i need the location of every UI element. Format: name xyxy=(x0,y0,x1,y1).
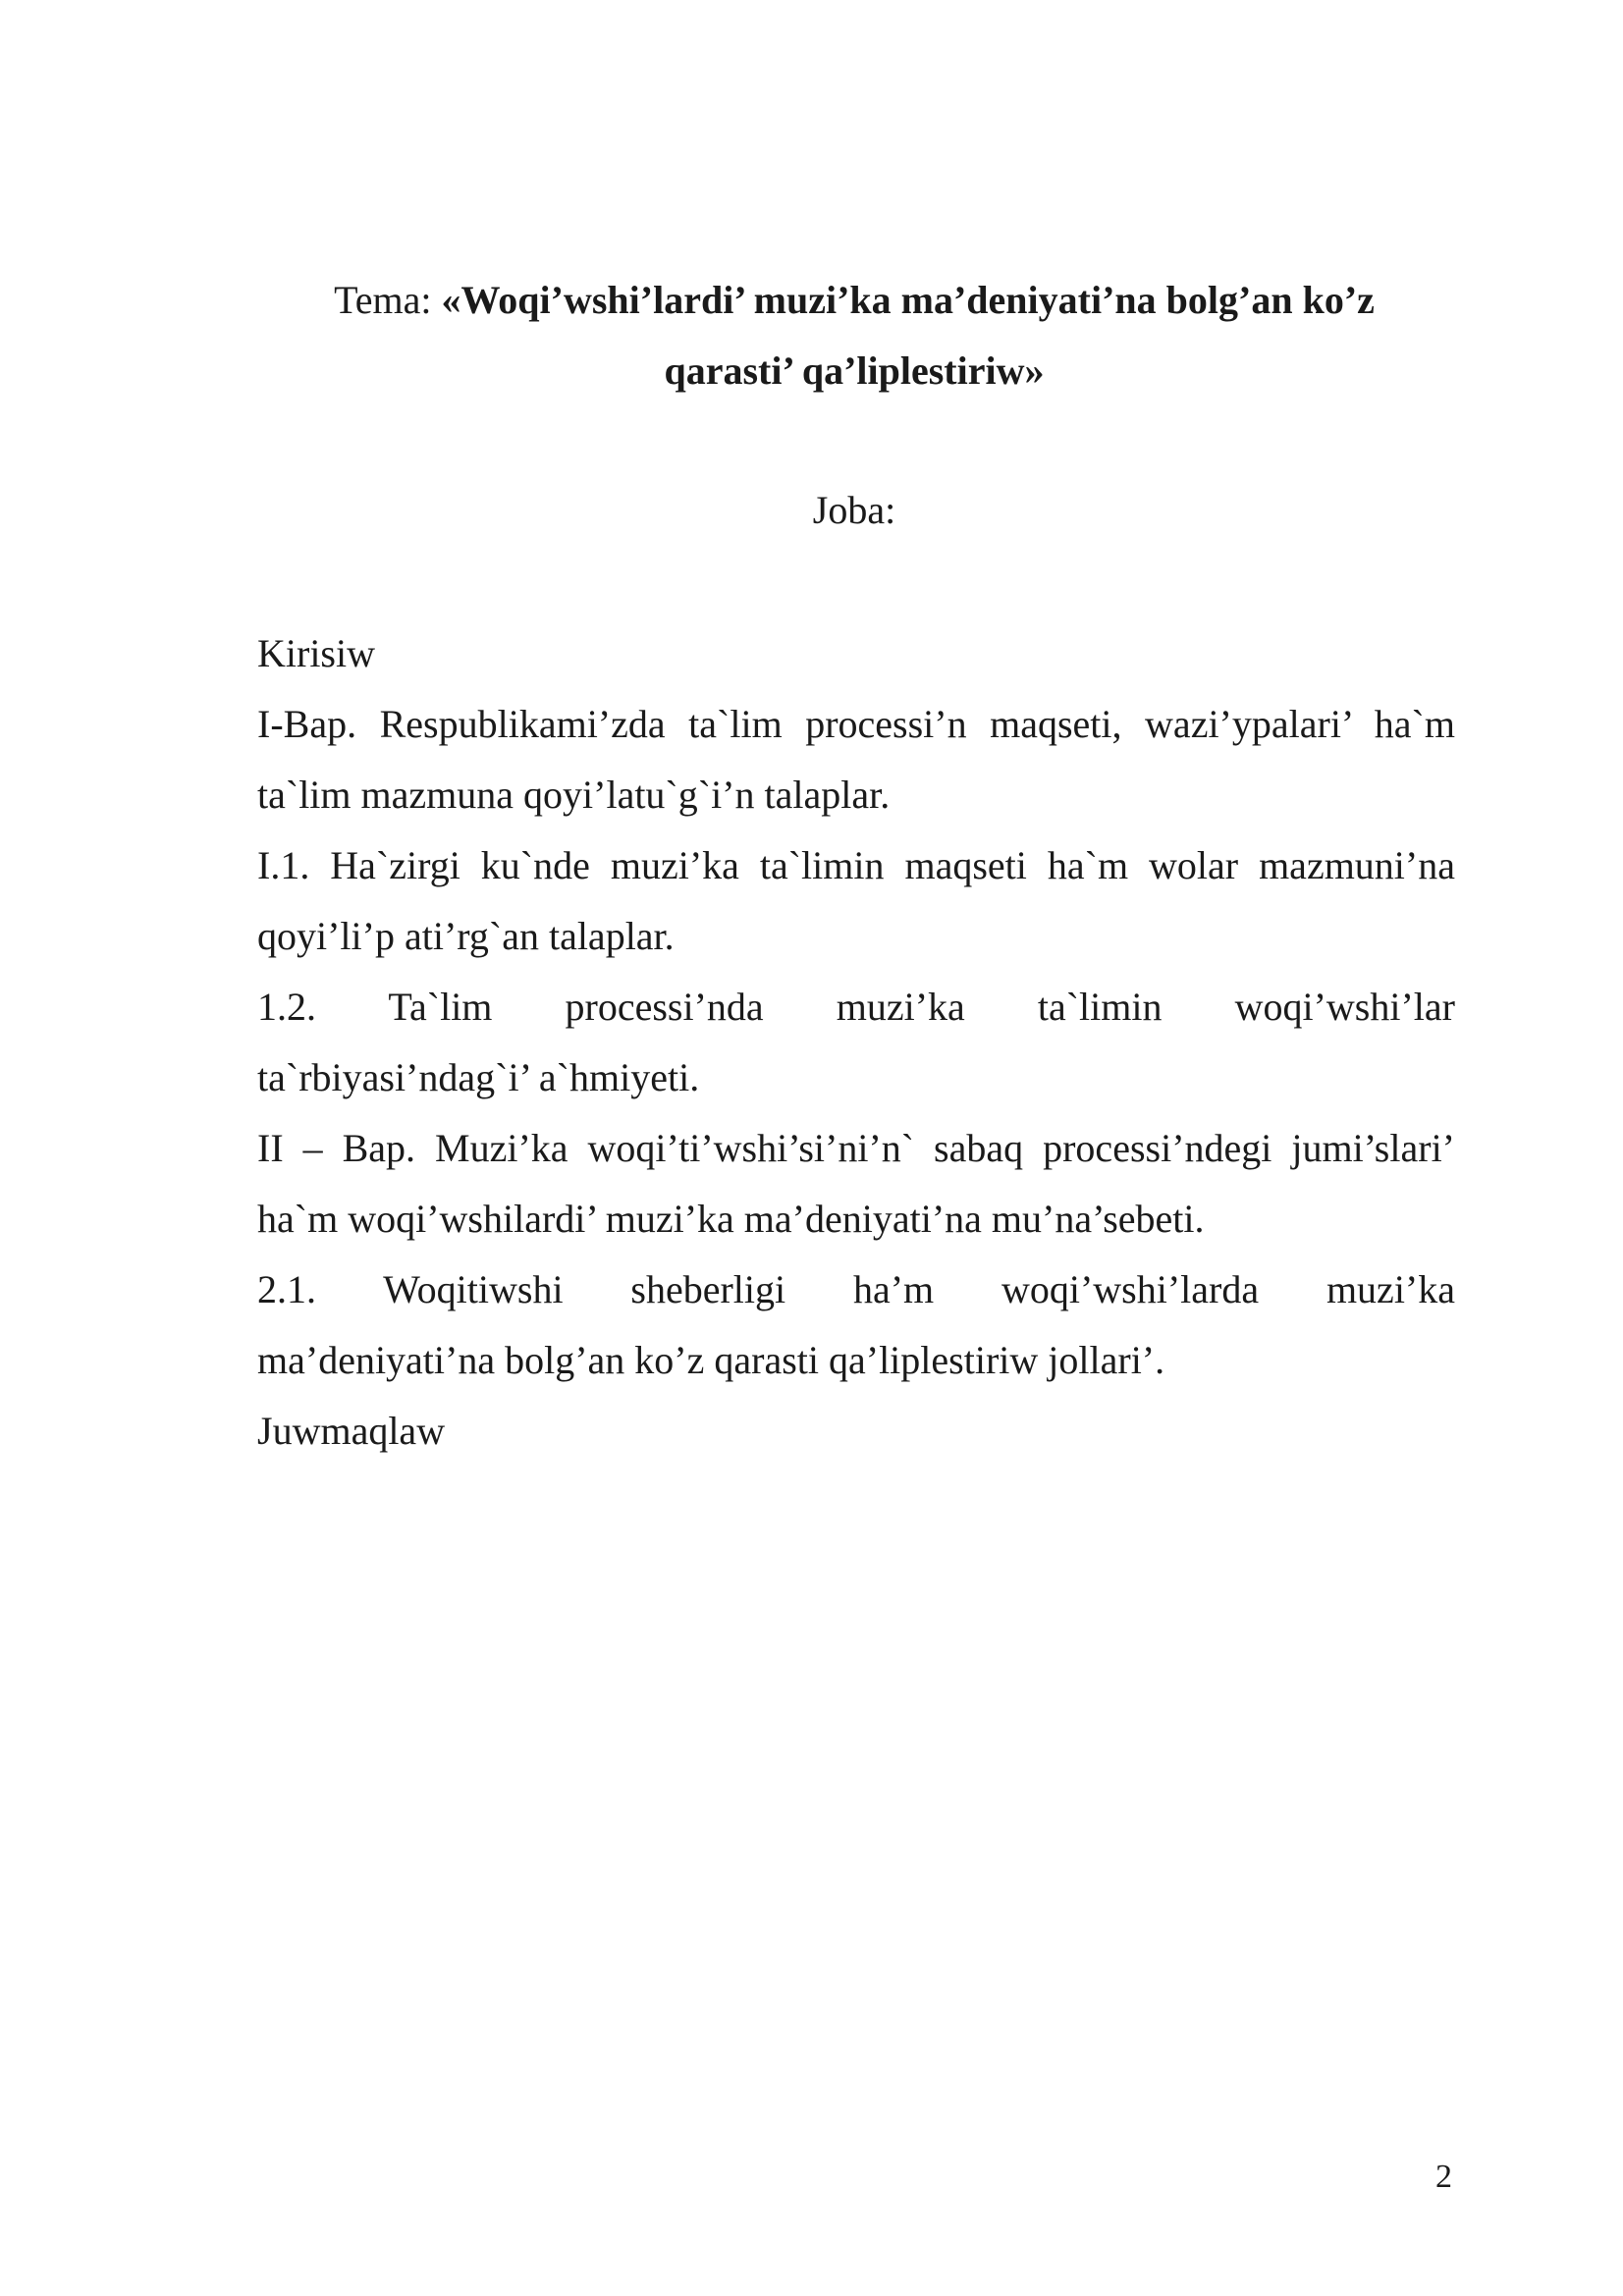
toc-line-section-2-1: 2.1. Woqitiwshi sheberligi ha’m woqi’wshi’larda muzi’ka xyxy=(257,1267,1455,1311)
toc-line-section-1-1: I.1. Ha`zirgi ku`nde muzi’ka ta`limin maqseti ha`m wolar mazmuni’na xyxy=(257,843,1455,887)
toc-line-chapter-1-cont: ta`lim mazmuna qoyi’latu`g`i’n talaplar. xyxy=(257,773,891,817)
title-main-text: «Woqi’wshi’lardi’ muzi’ka ma’deniyati’na bolg’an ko’z xyxy=(441,278,1375,322)
title-line-1 xyxy=(255,265,1453,336)
toc-line-section-1-2: 1.2. Ta`lim processi’nda muzi’ka ta`limin woqi’wshi’lar xyxy=(257,985,1455,1029)
title-line-2: qarasti’ qa’liplestiriw» xyxy=(664,348,1045,393)
table-of-contents xyxy=(257,618,1455,1467)
toc-line-chapter-2: II – Bap. Muzi’ka woqi’ti’wshi’si’ni’n` sabaq processi’ndegi jumi’slari’ xyxy=(257,1126,1455,1170)
plan-heading: Joba: xyxy=(812,488,896,532)
page-number: 2 xyxy=(1435,2159,1452,2195)
title-prefix: Tema: xyxy=(334,278,442,322)
toc-line-section-2-1-cont: ma’deniyati’na bolg’an ko’z qarasti qa’liplestiriw jollari’. xyxy=(257,1338,1165,1382)
toc-line-section-1-2-cont: ta`rbiyasi’ndag`i’ a`hmiyeti. xyxy=(257,1055,700,1099)
toc-line-introduction: Kirisiw xyxy=(257,631,375,675)
toc-line-conclusion: Juwmaqlaw xyxy=(257,1409,446,1453)
toc-line-section-1-1-cont: qoyi’li’p ati’rg`an talaplar. xyxy=(257,914,675,958)
document-title xyxy=(255,265,1453,406)
toc-line-chapter-2-cont: ha`m woqi’wshilardi’ muzi’ka ma’deniyati’na mu’na’sebeti. xyxy=(257,1197,1205,1241)
toc-line-chapter-1: I-Bap. Respublikami’zda ta`lim processi’n maqseti, wazi’ypalari’ ha`m xyxy=(257,702,1455,746)
